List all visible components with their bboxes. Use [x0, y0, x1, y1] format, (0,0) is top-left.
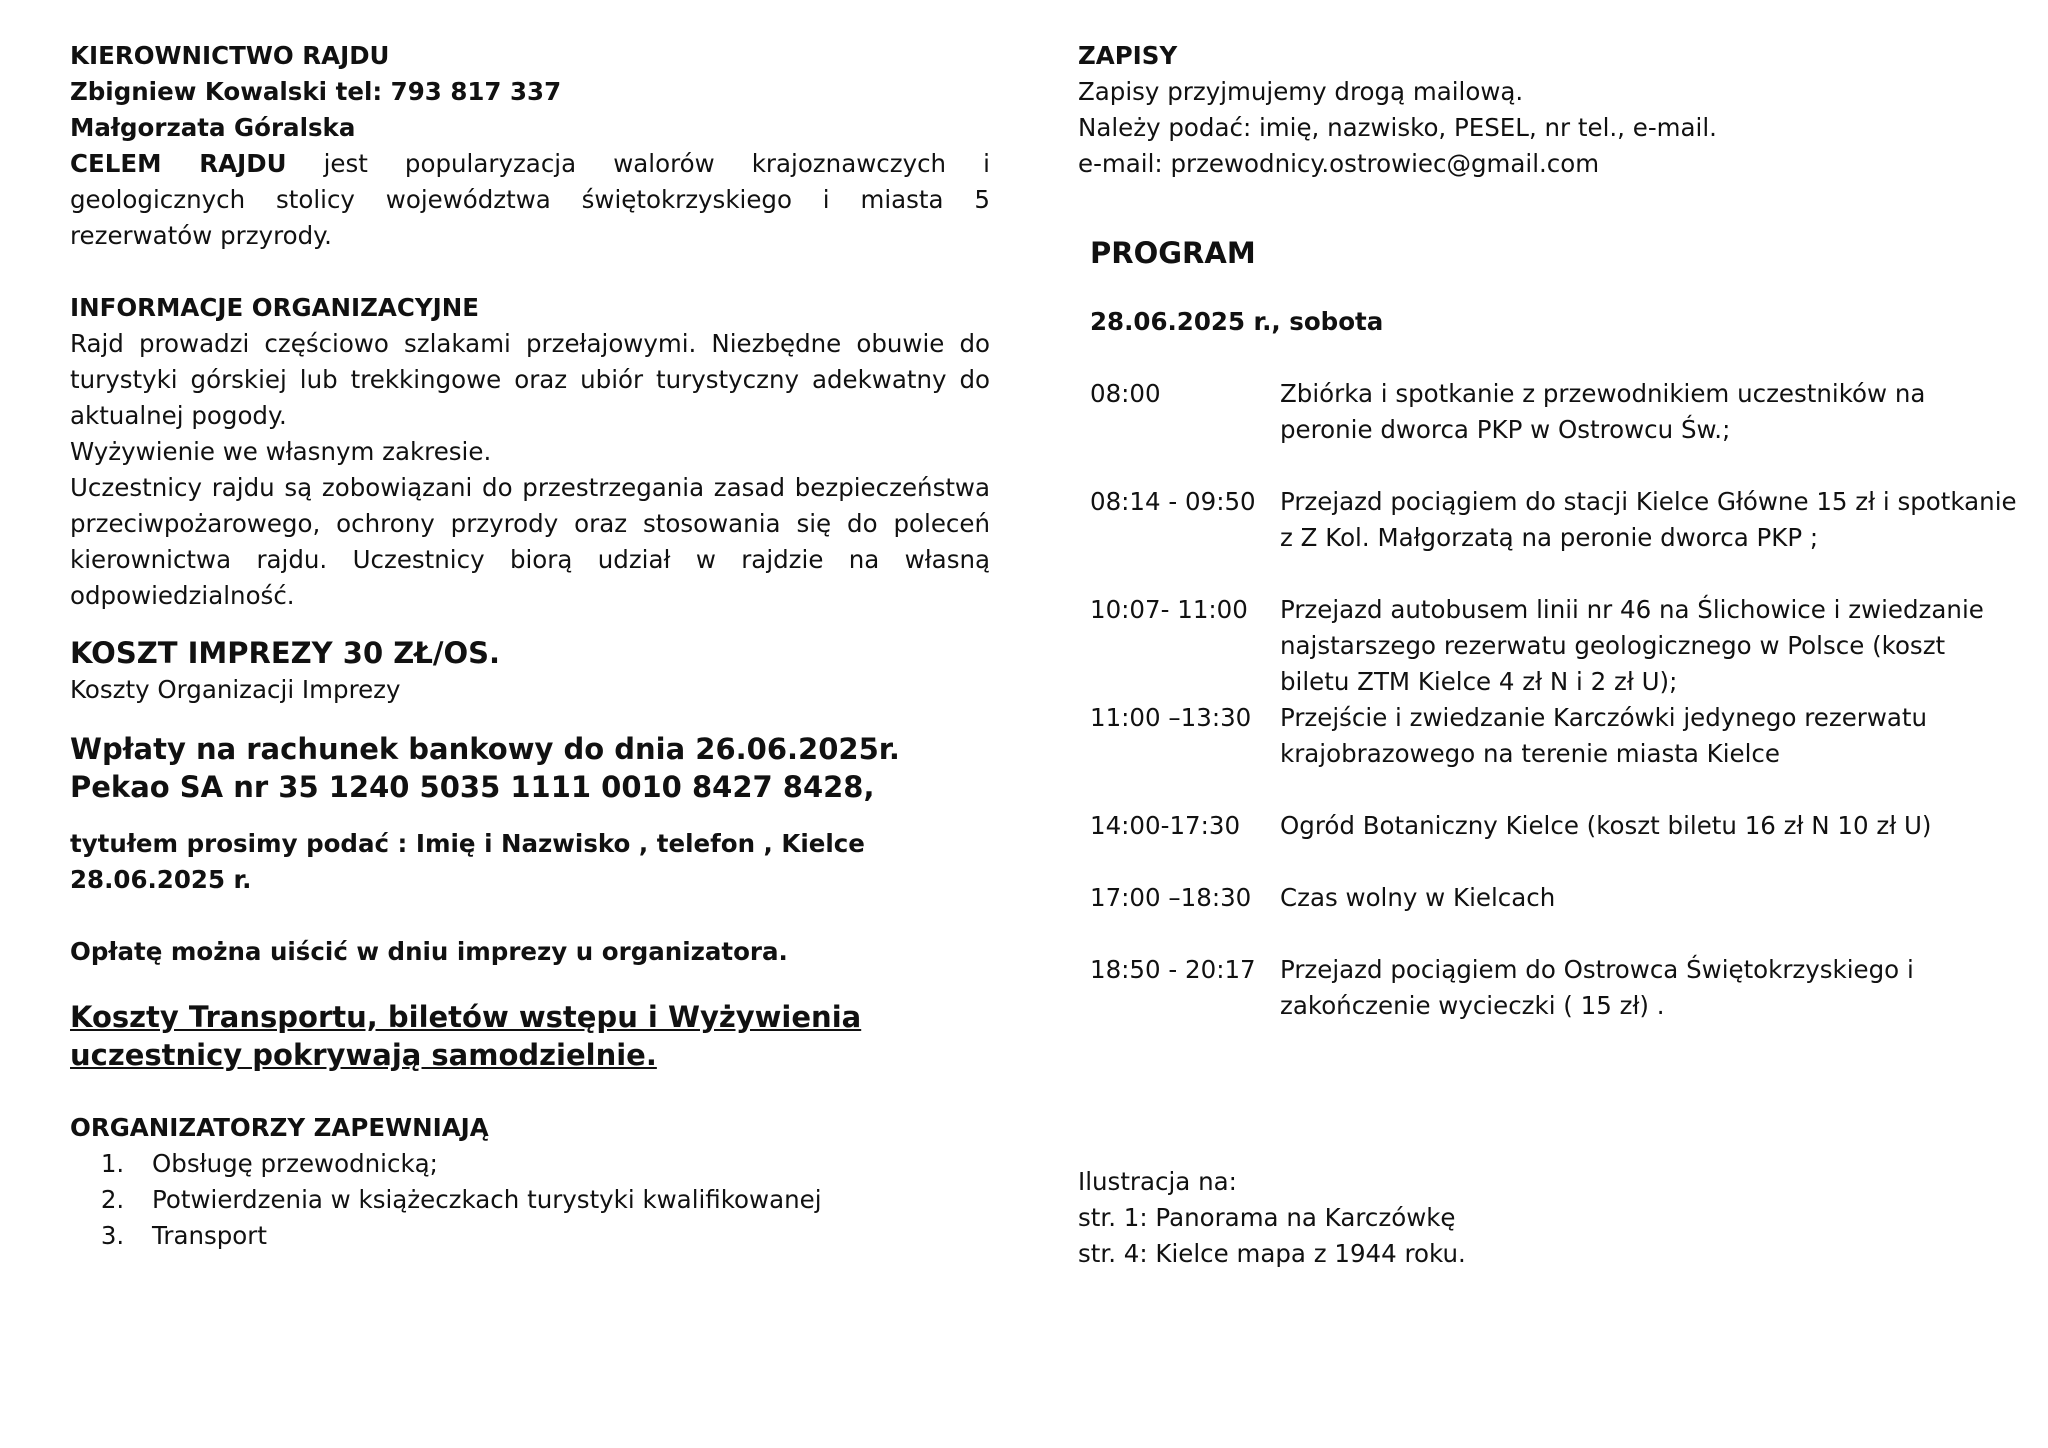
schedule-time: 08:14 - 09:50: [1090, 487, 1256, 516]
info-heading: INFORMACJE ORGANIZACYJNE: [70, 293, 479, 322]
schedule-time: 10:07- 11:00: [1090, 595, 1248, 624]
schedule-desc: Zbiórka i spotkanie z przewodnikiem uczestników na peronie dworca PKP w Ostrowcu Św.;: [1280, 379, 1926, 444]
kierownik-name: Małgorzata Góralska: [70, 113, 356, 142]
zapisy-email: e-mail: przewodnicy.ostrowiec@gmail.com: [1078, 149, 1600, 178]
program-date: 28.06.2025 r., sobota: [1090, 307, 1384, 336]
info-paragraph-2: Wyżywienie we własnym zakresie.: [70, 437, 492, 466]
cel-text: jest popularyzacja walorów krajoznawczych i geologicznych stolicy województwa świętokrzyskiego i miasta 5 rezerwatów przyrody.: [70, 149, 990, 250]
schedule-desc: Ogród Botaniczny Kielce (koszt biletu 16 zł N 10 zł U): [1280, 811, 1932, 840]
oplata-note: Opłatę można uiścić w dniu imprezy u organizatora.: [70, 937, 788, 966]
schedule-time: 17:00 –18:30: [1090, 883, 1252, 912]
ilustracja-heading: Ilustracja na:: [1078, 1167, 1237, 1196]
bank-account: Pekao SA nr 35 1240 5035 1111 0010 8427 8428,: [70, 770, 875, 804]
schedule-row: [1090, 700, 2018, 772]
zapisy-heading: ZAPISY: [1078, 41, 1178, 70]
ilustracja-line-2: str. 4: Kielce mapa z 1944 roku.: [1078, 1239, 1466, 1268]
ilustracja-line-1: str. 1: Panorama na Karczówkę: [1078, 1203, 1456, 1232]
schedule-time: 08:00: [1090, 379, 1161, 408]
kierownictwo-heading: KIEROWNICTWO RAJDU: [70, 41, 390, 70]
list-item: 3. Transport: [132, 1218, 990, 1254]
program-heading: PROGRAM: [1090, 236, 1256, 270]
transport-cost-note: Koszty Transportu, biletów wstępu i Wyżywienia uczestnicy pokrywają samodzielnie.: [70, 1000, 862, 1072]
schedule-row: [1090, 484, 2018, 556]
schedule-desc: Przejazd autobusem linii nr 46 na Ślichowice i zwiedzanie najstarszego rezerwatu geologicznego w Polsce (koszt biletu ZTM Kielce 4 zł N i 2 zł U);: [1280, 595, 1984, 696]
wplaty-line-1: Wpłaty na rachunek bankowy do dnia 26.06.2025r.: [70, 732, 900, 766]
schedule-desc: Czas wolny w Kielcach: [1280, 883, 1556, 912]
right-column: [1078, 38, 2018, 1272]
koszt-heading: KOSZT IMPREZY 30 ZŁ/OS.: [70, 636, 501, 670]
schedule-time: 14:00-17:30: [1090, 811, 1241, 840]
schedule-desc: Przejazd pociągiem do stacji Kielce Główne 15 zł i spotkanie z Z Kol. Małgorzatą na peronie dworca PKP ;: [1280, 487, 2017, 552]
zapisy-line-1: Zapisy przyjmujemy drogą mailową.: [1078, 77, 1524, 106]
organizatorzy-list: [70, 1146, 990, 1254]
cel-paragraph: [70, 146, 990, 254]
program-section: [1078, 234, 2018, 1024]
schedule-row: [1090, 952, 2018, 1024]
schedule-time: 18:50 - 20:17: [1090, 955, 1256, 984]
kierownik-contact: Zbigniew Kowalski tel: 793 817 337: [70, 77, 562, 106]
schedule-row: [1090, 880, 2018, 916]
schedule-row: [1090, 592, 2018, 700]
schedule-time: 11:00 –13:30: [1090, 703, 1252, 732]
koszt-subtitle: Koszty Organizacji Imprezy: [70, 675, 401, 704]
organizatorzy-heading: ORGANIZATORZY ZAPEWNIAJĄ: [70, 1113, 489, 1142]
info-paragraph-3: Uczestnicy rajdu są zobowiązani do przestrzegania zasad bezpieczeństwa przeciwpożarowego, ochrony przyrody oraz stosowania się do poleceń kierownictwa rajdu. Uczestnicy biorą udział w rajdzie na własną odpowiedzialność.: [70, 473, 990, 610]
schedule-row: [1090, 376, 2018, 448]
cel-label: CELEM RAJDU: [70, 149, 287, 178]
left-column: [70, 38, 990, 1254]
schedule-desc: Przejazd pociągiem do Ostrowca Świętokrzyskiego i zakończenie wycieczki ( 15 zł) .: [1280, 955, 1914, 1020]
list-item: 1. Obsługę przewodnicką;: [132, 1146, 990, 1182]
info-paragraph-1: Rajd prowadzi częściowo szlakami przełajowymi. Niezbędne obuwie do turystyki górskiej lub trekkingowe oraz ubiór turystyczny adekwatny do aktualnej pogody.: [70, 329, 990, 430]
schedule-row: [1090, 808, 2018, 844]
tytulem-note: tytułem prosimy podać : Imię i Nazwisko , telefon , Kielce 28.06.2025 r.: [70, 829, 865, 894]
zapisy-line-2: Należy podać: imię, nazwisko, PESEL, nr tel., e-mail.: [1078, 113, 1717, 142]
schedule-desc: Przejście i zwiedzanie Karczówki jedynego rezerwatu krajobrazowego na terenie miasta Kielce: [1280, 703, 1928, 768]
list-item: 2. Potwierdzenia w książeczkach turystyki kwalifikowanej: [132, 1182, 990, 1218]
